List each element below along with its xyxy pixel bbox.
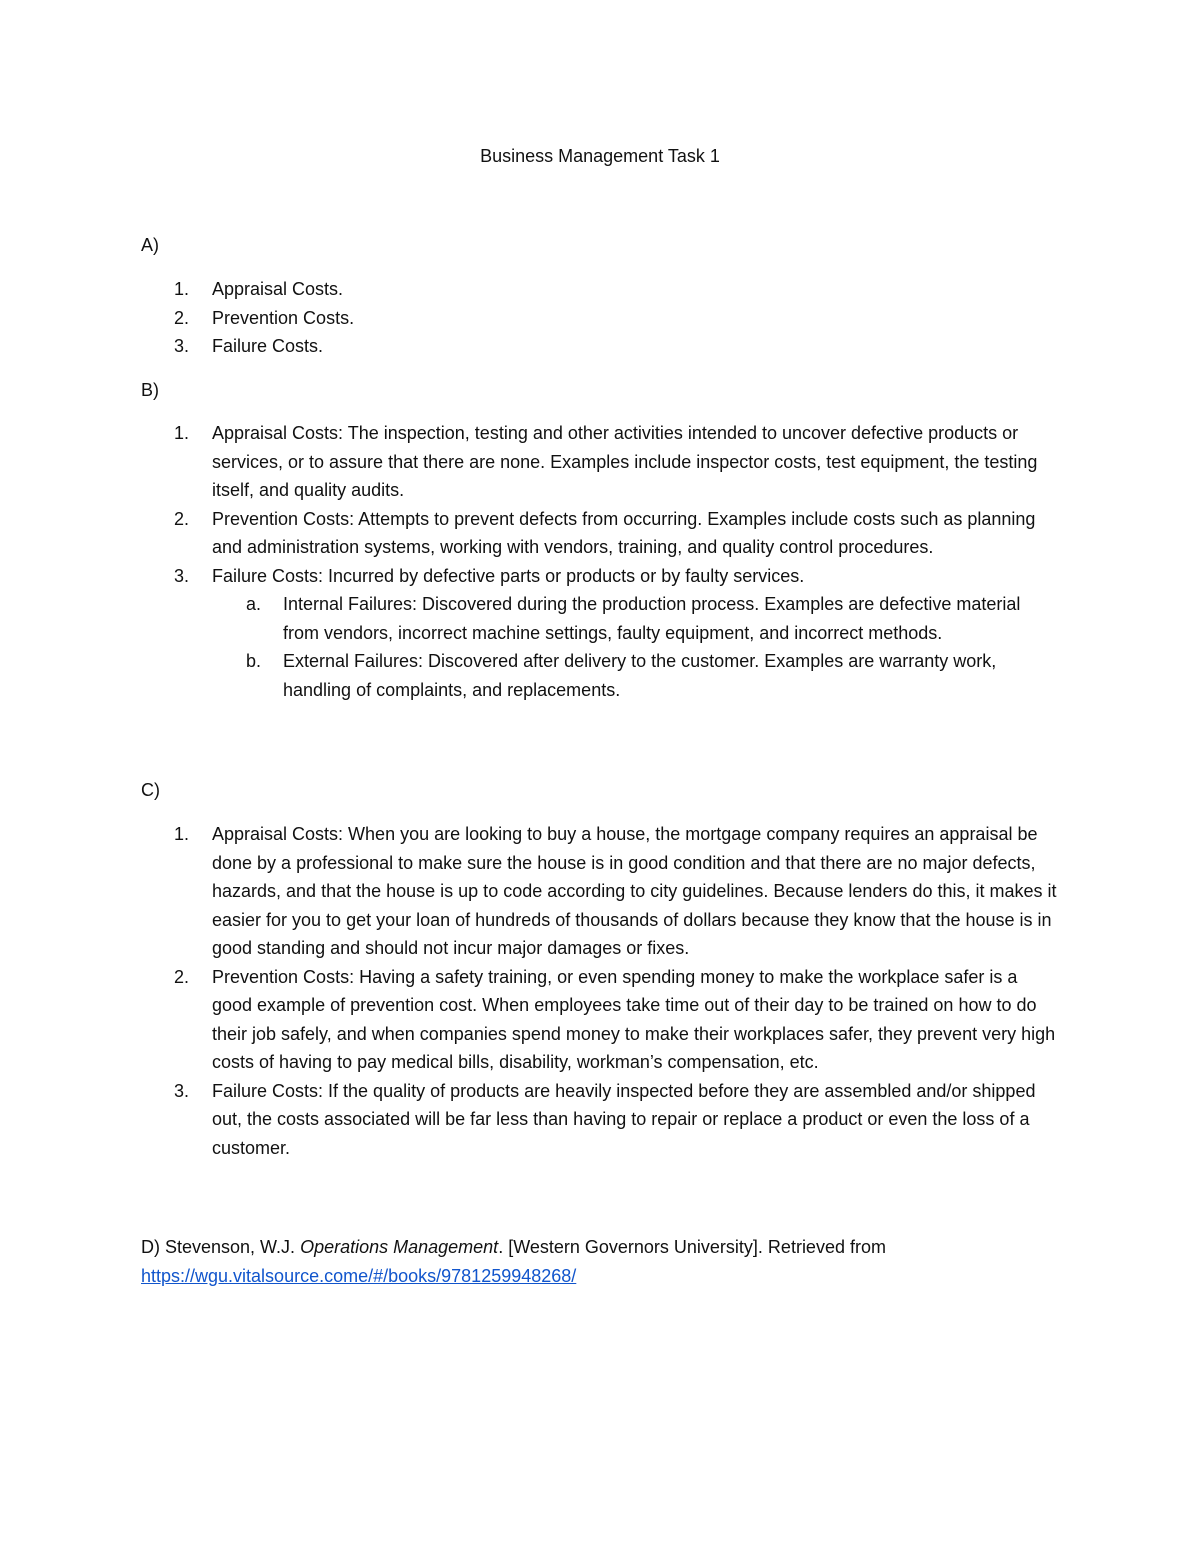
section-a-label: A) [141, 235, 159, 255]
list-item-number: 2. [174, 508, 190, 529]
list-item-text: Appraisal Costs: The inspection, testing and other activities intended to uncover defective products or services, or to assure that there are none. Examples include inspector costs, test equipment, the testing itself, and quality audits. [212, 423, 1038, 500]
sub-list-item-letter: a. [246, 594, 262, 614]
document-title: Business Management Task 1 [480, 146, 720, 166]
list-item-text: Appraisal Costs. [212, 279, 344, 299]
list-item-number: 2. [174, 307, 190, 328]
list-item-number: 3. [174, 1080, 190, 1101]
section-a-list [141, 275, 1061, 361]
list-item-text: Prevention Costs: Having a safety training, or even spending money to make the workplace safer is a good example of prevention cost. When employees take time out of their day to be trained on how to do their job safely, and when companies spend money to make their workplaces safer, they prevent very high costs of having to pay medical bills, disability, workman’s compensation, etc. [212, 966, 1056, 1072]
sub-list-item-text: External Failures: Discovered after delivery to the customer. Examples are warranty work, handling of complaints, and replacements. [283, 651, 997, 700]
section-b-list [141, 419, 1061, 704]
list-item [141, 820, 1061, 963]
list-item-text: Prevention Costs: Attempts to prevent defects from occurring. Examples include costs such as planning and administration systems, working with vendors, training, and quality control procedures. [212, 508, 1036, 557]
list-item-text: Failure Costs. [212, 336, 324, 356]
reference-link[interactable]: https://wgu.vitalsource.come/#/books/9781259948268/ [141, 1265, 577, 1286]
list-item-number: 1. [174, 423, 190, 443]
section-c-list [141, 820, 1061, 1162]
section-c-label: C) [141, 780, 160, 800]
list-item-number: 3. [174, 336, 190, 356]
list-item-text: Prevention Costs. [212, 307, 355, 328]
list-item [141, 1077, 1061, 1163]
reference-citation [141, 1233, 1041, 1290]
list-item [141, 419, 1061, 505]
reference-prefix: D) Stevenson, W.J. [141, 1237, 301, 1257]
list-item-text: Appraisal Costs: When you are looking to buy a house, the mortgage company requires an appraisal be done by a professional to make sure the house is in good condition and that there are no major defects, hazards, and that the house is up to code according to city guidelines. Because lenders do this, it makes it easier for you to get your loan of hundreds of thousands of dollars because they know that the house is in good standing and should not incur major damages or fixes. [212, 824, 1057, 958]
failure-costs-sublist [212, 590, 1061, 704]
list-item-number: 3. [174, 565, 190, 586]
reference-book-title: Operations Management [300, 1237, 499, 1257]
list-item-number: 2. [174, 966, 190, 987]
list-item-text: Failure Costs: Incurred by defective parts or products or by faulty services. [212, 565, 805, 586]
sub-list-item [212, 590, 1061, 647]
list-item [141, 562, 1061, 705]
section-b-label: B) [141, 380, 159, 400]
list-item-number: 1. [174, 824, 190, 844]
list-item [141, 963, 1061, 1077]
list-item [141, 332, 1061, 361]
list-item-number: 1. [174, 279, 190, 299]
reference-suffix: . [Western Governors University]. Retrieved from [498, 1237, 886, 1257]
list-item [141, 505, 1061, 562]
list-item-text: Failure Costs: If the quality of products are heavily inspected before they are assembled and/or shipped out, the costs associated will be far less than having to repair or replace a product or even the loss of a customer. [212, 1080, 1036, 1158]
sub-list-item [212, 647, 1061, 704]
list-item [141, 275, 1061, 304]
list-item [141, 304, 1061, 333]
sub-list-item-text: Internal Failures: Discovered during the production process. Examples are defective material from vendors, incorrect machine settings, faulty equipment, and incorrect methods. [283, 594, 1021, 643]
sub-list-item-letter: b. [246, 651, 262, 671]
